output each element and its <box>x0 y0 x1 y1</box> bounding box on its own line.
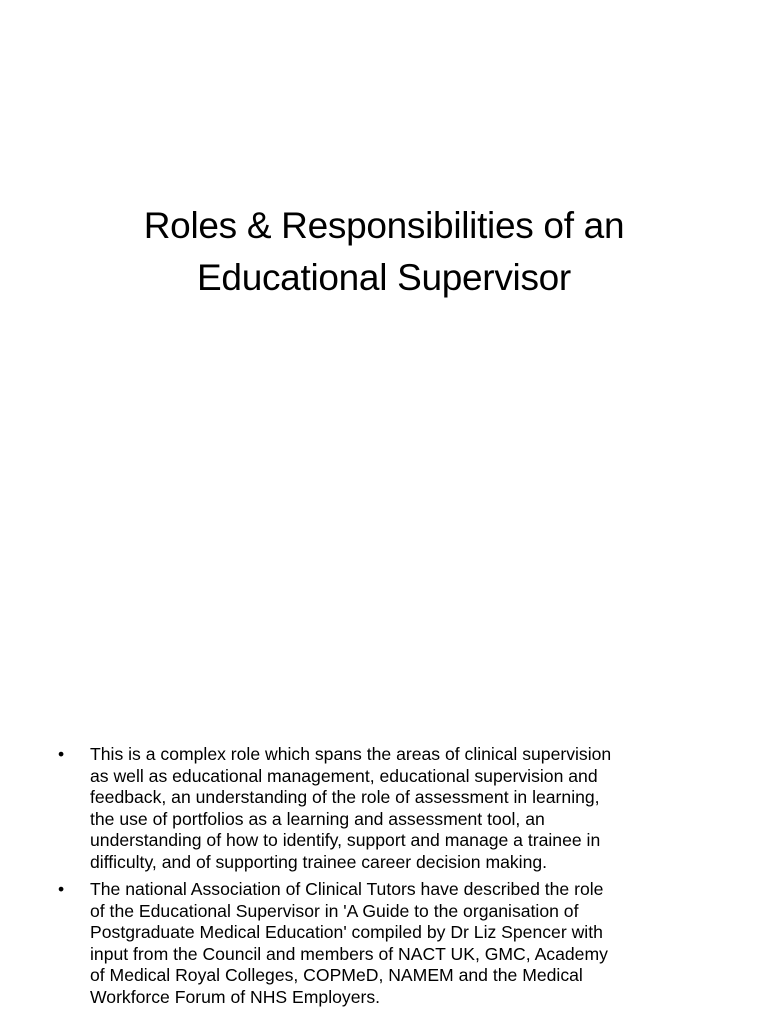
slide-title-line: Roles & Responsibilities of an <box>143 205 625 246</box>
bullet-text-line: The national Association of Clinical Tutors have described the role <box>90 879 604 899</box>
bullet-text-line: of the Educational Supervisor in 'A Guide to the organisation of <box>90 900 579 921</box>
bullet-marker: • <box>58 879 65 899</box>
bullet-item <box>56 744 736 873</box>
bullet-text-line: feedback, an understanding of the role of assessment in learning, <box>90 787 600 807</box>
bullet-list <box>56 744 736 1014</box>
bullet-marker: • <box>58 744 65 764</box>
bullet-item <box>56 879 736 1008</box>
bullet-text-line: Workforce Forum of NHS Employers. <box>90 986 381 1007</box>
bullet-text-line: understanding of how to identify, support and manage a trainee in <box>90 830 601 850</box>
slide-title-line: Educational Supervisor <box>197 257 571 298</box>
bullet-text-line: input from the Council and members of NACT UK, GMC, Academy <box>90 943 608 964</box>
bullet-text-line: This is a complex role which spans the areas of clinical supervision <box>90 744 612 764</box>
bullet-text-line: as well as educational management, educational supervision and <box>90 765 598 786</box>
bullet-text-line: of Medical Royal Colleges, COPMeD, NAMEM and the Medical <box>90 965 583 985</box>
slide-title <box>60 200 708 304</box>
bullet-text-line: the use of portfolios as a learning and assessment tool, an <box>90 808 545 829</box>
bullet-text-line: Postgraduate Medical Education' compiled by Dr Liz Spencer with <box>90 922 603 942</box>
bullet-text-line: difficulty, and of supporting trainee career decision making. <box>90 851 548 872</box>
